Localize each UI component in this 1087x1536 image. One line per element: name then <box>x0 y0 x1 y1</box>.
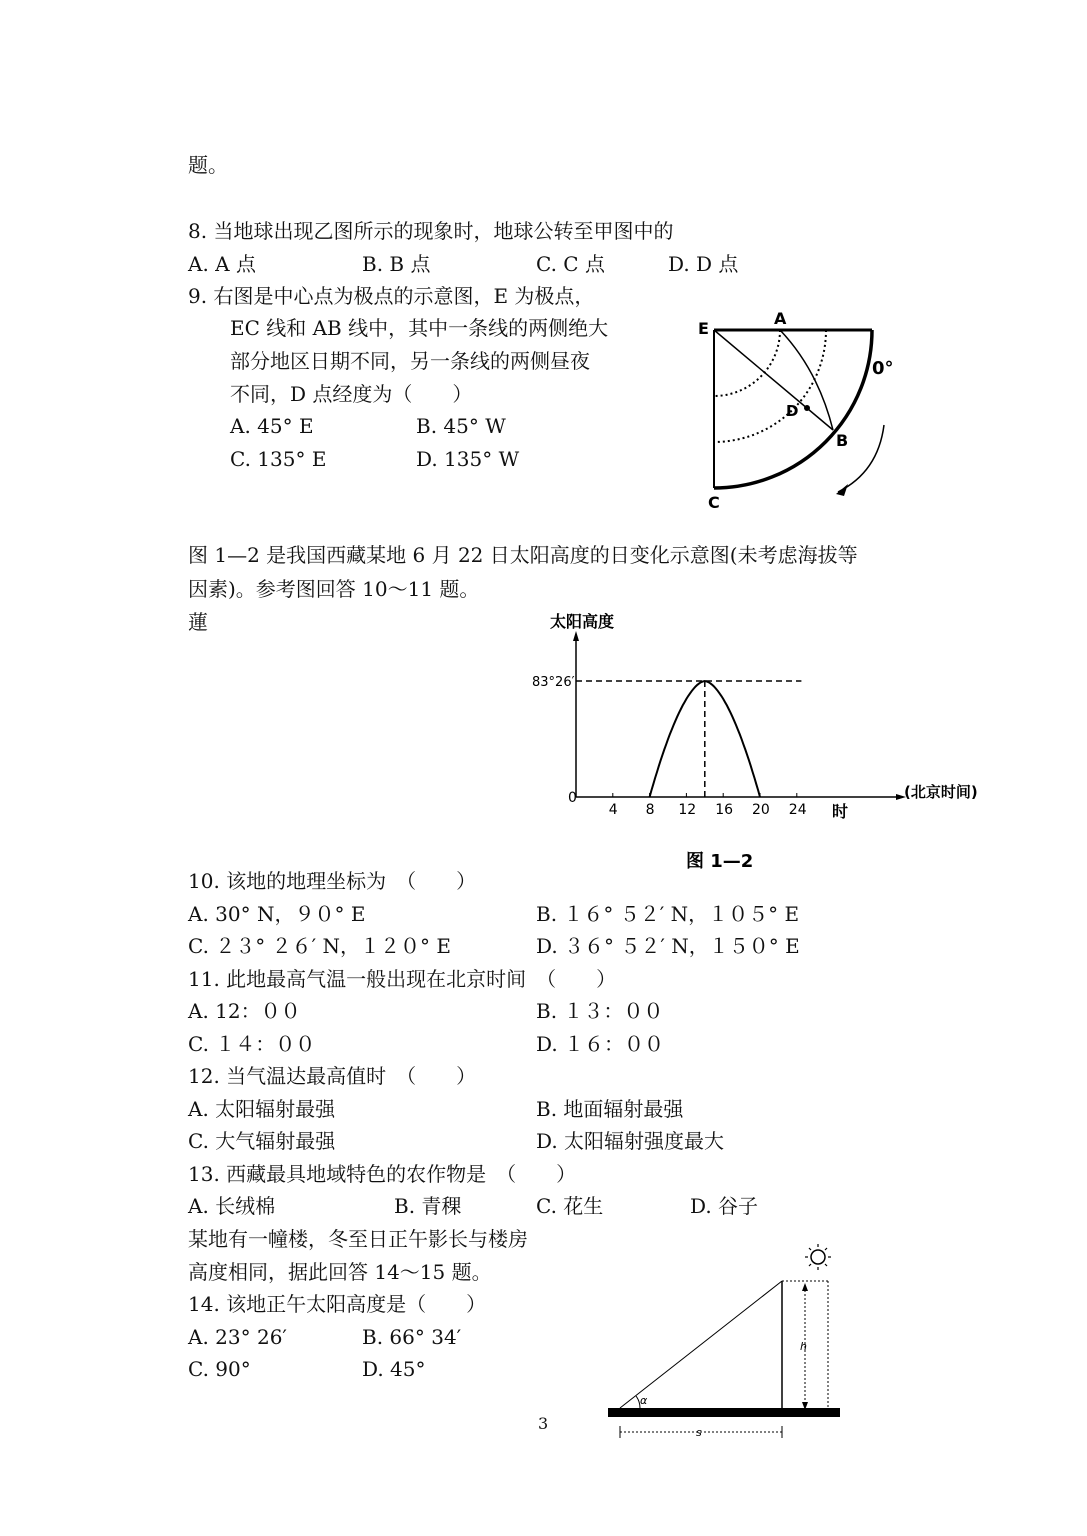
label-C: C <box>708 493 720 512</box>
option-14c: C. 90° <box>188 1357 251 1381</box>
option-8d: D. D 点 <box>668 252 739 276</box>
label-D: D <box>786 402 799 420</box>
label-B: B <box>836 431 849 450</box>
x-tick-label: 16 <box>715 802 734 818</box>
question-12: 12. 当气温达最高值时 （ ） <box>188 1064 477 1088</box>
option-10d: D. ３６° ５２′ N，１５０° E <box>536 934 800 958</box>
intro-10-11: 图 1—2 是我国西藏某地 6 月 22 日太阳高度的日变化示意图(未考虑海拔等 <box>188 543 858 567</box>
option-12a: A. 太阳辐射最强 <box>188 1097 336 1121</box>
question-10: 10. 该地的地理坐标为 （ ） <box>188 869 477 893</box>
option-10a: A. 30° N，９０° E <box>188 902 366 926</box>
option-11a: A. 12：００ <box>188 999 301 1023</box>
option-13b: B. 青稞 <box>394 1194 462 1218</box>
question-11: 11. 此地最高气温一般出现在北京时间 （ ） <box>188 967 617 991</box>
x-tick-label: 8 <box>645 802 655 818</box>
text-line: 题。 <box>188 153 228 177</box>
option-13d: D. 谷子 <box>690 1194 759 1218</box>
intro-14-15: 某地有一幢楼，冬至日正午影长与楼房 <box>188 1227 528 1251</box>
polar-diagram <box>688 300 918 520</box>
sun-ray <box>620 1281 782 1408</box>
question-9-line-2: EC 线和 AB 线中，其中一条线的两侧绝大 <box>230 316 609 340</box>
question-9-line-3: 部分地区日期不同，另一条线的两侧昼夜 <box>230 349 590 373</box>
question-9-line-4: 不同，D 点经度为（ ） <box>230 382 473 406</box>
sun-icon <box>811 1250 825 1264</box>
option-11b: B. １３：００ <box>536 999 664 1023</box>
question-8: 8. 当地球出现乙图所示的现象时，地球公转至甲图中的 <box>188 219 674 243</box>
solar-altitude-chart <box>530 605 978 875</box>
option-12c: C. 大气辐射最强 <box>188 1129 336 1153</box>
x-axis-label: (北京时间) <box>904 783 978 801</box>
point-D <box>804 405 810 411</box>
peak-label: 83°26′ <box>532 675 575 690</box>
label-E: E <box>698 319 709 338</box>
option-10b: B. １６° ５２′ N，１０５° E <box>536 902 800 926</box>
x-tick-label: 4 <box>608 802 618 818</box>
option-14b: B. 66° 34′ <box>362 1325 462 1349</box>
chart-caption: 图 1—2 <box>686 851 754 872</box>
option-9a: A. 45° E <box>230 414 314 438</box>
building-shadow-diagram <box>600 1240 850 1450</box>
middle-dotted-arc <box>714 330 826 442</box>
question-9: 9. 右图是中心点为极点的示意图，E 为极点， <box>188 284 595 308</box>
option-12d: D. 太阳辐射强度最大 <box>536 1129 725 1153</box>
question-14: 14. 该地正午太阳高度是（ ） <box>188 1292 487 1316</box>
stray-character: 蓮 <box>188 610 208 634</box>
page-number: 3 <box>538 1414 549 1433</box>
x-tick-label: 12 <box>678 802 697 818</box>
option-11d: D. １６：００ <box>536 1032 665 1056</box>
option-9d: D. 135° W <box>416 447 520 471</box>
rotation-arrowhead <box>836 484 848 496</box>
solar-altitude-curve <box>650 681 760 797</box>
height-h-label: h <box>800 1340 807 1353</box>
y-axis-label: 太阳高度 <box>550 612 615 631</box>
option-9b: B. 45° W <box>416 414 506 438</box>
y-axis-arrow <box>573 631 579 641</box>
option-8a: A. A 点 <box>188 252 256 276</box>
label-0deg: 0° <box>872 358 894 379</box>
x-tick-label: 20 <box>752 802 770 818</box>
option-8c: C. C 点 <box>536 252 605 276</box>
intro-14-15-line-2: 高度相同，据此回答 14～15 题。 <box>188 1260 492 1284</box>
intro-10-11-line-2: 因素)。参考图回答 10～11 题。 <box>188 577 480 601</box>
option-13c: C. 花生 <box>536 1194 604 1218</box>
x-axis-unit: 时 <box>832 802 849 821</box>
option-12b: B. 地面辐射最强 <box>536 1097 684 1121</box>
label-A: A <box>774 309 787 328</box>
option-9c: C. 135° E <box>230 447 327 471</box>
question-13: 13. 西藏最具地域特色的农作物是 （ ） <box>188 1162 577 1186</box>
option-10c: C. ２３° ２６′ N，１２０° E <box>188 934 452 958</box>
origin-label: 0 <box>568 790 577 806</box>
x-tick-label: 24 <box>788 802 807 818</box>
option-8b: B. B 点 <box>362 252 431 276</box>
shadow-s-label: s <box>696 1426 702 1439</box>
inner-dotted-arc <box>714 330 780 396</box>
option-11c: C. １４：００ <box>188 1032 316 1056</box>
angle-alpha-label: α <box>640 1394 648 1407</box>
option-14a: A. 23° 26′ <box>188 1325 287 1349</box>
option-14d: D. 45° <box>362 1357 426 1381</box>
option-13a: A. 长绒棉 <box>188 1194 276 1218</box>
